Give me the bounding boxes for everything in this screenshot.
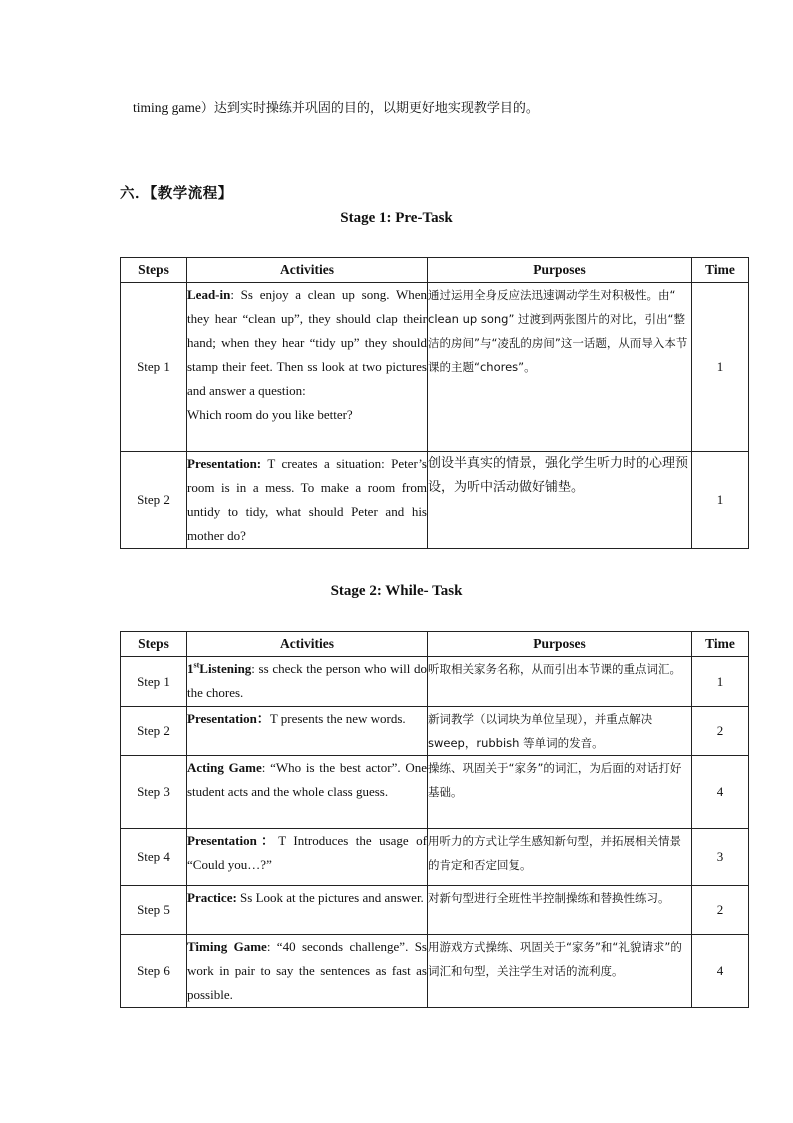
header-steps: Steps (121, 258, 187, 283)
step-cell: Step 1 (121, 657, 187, 707)
table-row (121, 756, 749, 829)
activity-text: T Introduces the usage of “Could you…?” (187, 833, 427, 872)
activity-text: T presents the new words. (269, 711, 406, 726)
activity-title: Practice: (187, 890, 237, 905)
header-purposes: Purposes (428, 258, 692, 283)
time-cell: 4 (692, 756, 749, 829)
activity-question: Which room do you like better? (187, 407, 353, 422)
intro-chinese: ）达到实时操练并巩固的目的，以期更好地实现教学目的。 (200, 101, 539, 116)
time-cell: 1 (692, 657, 749, 707)
table-header-row (121, 258, 749, 283)
purpose-cell: 新词教学（以词块为单位呈现），并重点解决 sweep，rubbish 等单词的发音。 (428, 707, 692, 756)
section-heading: 六．【教学流程】 (120, 186, 233, 202)
purpose-cell: 操练、巩固关于“家务”的词汇，为后面的对话打好基础。 (428, 756, 692, 829)
time-cell: 2 (692, 707, 749, 756)
activity-title: Lead-in (187, 287, 231, 302)
table-header-row (121, 632, 749, 657)
header-steps: Steps (121, 632, 187, 657)
time-cell: 1 (692, 452, 749, 549)
table-row (121, 829, 749, 886)
header-activities: Activities (187, 632, 428, 657)
header-time: Time (692, 632, 749, 657)
table-row (121, 452, 749, 549)
activity-title: Acting Game (187, 760, 262, 775)
activity-title: Listening (199, 661, 252, 676)
table-row (121, 657, 749, 707)
purpose-cell: 用游戏方式操练、巩固关于“家务”和“礼貌请求”的词汇和句型，关注学生对话的流利度。 (428, 935, 692, 1008)
purpose-cell: 通过运用全身反应法迅速调动学生对积极性。由“ clean up song” 过渡到两张图片的对比，引出“整洁的房间”与“凌乱的房间”这一话题，从而导入本节课的主题“chores”。 (428, 283, 692, 452)
purpose-cell: 创设半真实的情景，强化学生听力时的心理预设，为听中活动做好铺垫。 (428, 452, 692, 549)
table-row (121, 707, 749, 756)
step-cell: Step 2 (121, 707, 187, 756)
activity-text: Ss Look at the pictures and answer. (236, 890, 424, 905)
activity-cell (187, 829, 428, 886)
table-row (121, 935, 749, 1008)
purpose-cell: 对新句型进行全班性半控制操练和替换性练习。 (428, 886, 692, 935)
stage2-table (120, 631, 749, 1008)
purpose-cell: 用听力的方式让学生感知新句型，并拓展相关情景的肯定和否定回复。 (428, 829, 692, 886)
activity-text: : ss check the person who will do the chores. (187, 661, 427, 700)
activity-title-superscript: st (193, 660, 200, 670)
activity-title: Presentation: (187, 456, 262, 471)
step-cell: Step 1 (121, 283, 187, 452)
activity-title: Presentation： (187, 833, 279, 848)
activity-text: : Ss enjoy a clean up song. When they hear “clean up”, they should clap their hand; when they hear “tidy up” they should stamp their feet. Then ss look at two pictures and answer a question: (187, 287, 427, 398)
activity-title: Timing Game (187, 939, 267, 954)
activity-text: : “40 seconds challenge”. Ss work in pair to say the sentences as fast as possible. (187, 939, 427, 1002)
intro-english: timing game (133, 100, 201, 115)
activity-cell (187, 756, 428, 829)
activity-cell (187, 935, 428, 1008)
stage2-title: Stage 2: While- Task (330, 583, 463, 599)
activity-cell (187, 886, 428, 935)
activity-cell (187, 657, 428, 707)
stage1-table (120, 257, 749, 549)
table-row (121, 283, 749, 452)
activity-title-prefix: 1 (187, 661, 194, 676)
step-cell: Step 2 (121, 452, 187, 549)
header-time: Time (692, 258, 749, 283)
time-cell: 2 (692, 886, 749, 935)
step-cell: Step 4 (121, 829, 187, 886)
header-purposes: Purposes (428, 632, 692, 657)
activity-text: : “Who is the best actor”. One student acts and the whole class guess. (187, 760, 427, 799)
header-activities: Activities (187, 258, 428, 283)
step-cell: Step 5 (121, 886, 187, 935)
stage1-title: Stage 1: Pre-Task (340, 210, 453, 226)
step-cell: Step 3 (121, 756, 187, 829)
table-row (121, 886, 749, 935)
time-cell: 3 (692, 829, 749, 886)
activity-title: Presentation： (187, 711, 270, 726)
step-cell: Step 6 (121, 935, 187, 1008)
intro-paragraph (133, 97, 539, 116)
purpose-cell: 听取相关家务名称，从而引出本节课的重点词汇。 (428, 657, 692, 707)
activity-cell (187, 452, 428, 549)
activity-cell (187, 283, 428, 452)
time-cell: 4 (692, 935, 749, 1008)
time-cell: 1 (692, 283, 749, 452)
activity-cell (187, 707, 428, 756)
activity-text: T creates a situation: Peter’s room is in a mess. To make a room from untidy to tidy, what should Peter and his mother do? (187, 456, 427, 543)
